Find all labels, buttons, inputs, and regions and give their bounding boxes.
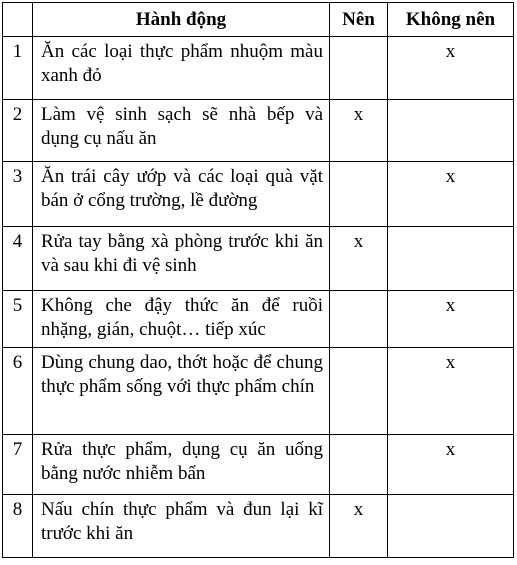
table-row xyxy=(3,100,514,162)
header-action: Hành động xyxy=(33,3,330,37)
row-number: 2 xyxy=(3,100,33,162)
row-should-not-mark xyxy=(388,100,514,162)
row-action: Rửa thực phẩm, dụng cụ ăn uống bằng nước nhiễm bẩn xyxy=(33,435,330,495)
row-should-not-mark: x xyxy=(388,291,514,348)
table-row xyxy=(3,227,514,291)
row-action: Dùng chung dao, thớt hoặc để chung thực phẩm sống với thực phẩm chín xyxy=(33,348,330,435)
row-should-mark xyxy=(330,162,388,227)
row-should-mark xyxy=(330,37,388,100)
row-should-not-mark: x xyxy=(388,435,514,495)
row-number: 4 xyxy=(3,227,33,291)
row-should-mark xyxy=(330,348,388,435)
table-row xyxy=(3,291,514,348)
food-safety-table xyxy=(2,2,514,558)
row-should-mark: x xyxy=(330,495,388,558)
table-row xyxy=(3,348,514,435)
row-action: Ăn các loại thực phẩm nhuộm màu xanh đỏ xyxy=(33,37,330,100)
row-action: Làm vệ sinh sạch sẽ nhà bếp và dụng cụ nấu ăn xyxy=(33,100,330,162)
row-should-not-mark xyxy=(388,495,514,558)
row-number: 5 xyxy=(3,291,33,348)
row-should-not-mark xyxy=(388,227,514,291)
header-should: Nên xyxy=(330,3,388,37)
row-should-mark xyxy=(330,435,388,495)
table-row xyxy=(3,435,514,495)
row-action: Không che đậy thức ăn để ruồi nhặng, gián, chuột… tiếp xúc xyxy=(33,291,330,348)
table-row xyxy=(3,162,514,227)
row-number: 3 xyxy=(3,162,33,227)
row-action: Rửa tay bằng xà phòng trước khi ăn và sau khi đi vệ sinh xyxy=(33,227,330,291)
row-action: Nấu chín thực phẩm và đun lại kĩ trước khi ăn xyxy=(33,495,330,558)
row-number: 7 xyxy=(3,435,33,495)
header-should-not: Không nên xyxy=(388,3,514,37)
table-row xyxy=(3,495,514,558)
row-should-mark: x xyxy=(330,100,388,162)
header-row xyxy=(3,3,514,37)
row-number: 8 xyxy=(3,495,33,558)
row-should-mark xyxy=(330,291,388,348)
row-number: 1 xyxy=(3,37,33,100)
row-should-not-mark: x xyxy=(388,348,514,435)
row-action: Ăn trái cây ướp và các loại quà vặt bán ở cổng trường, lề đường xyxy=(33,162,330,227)
row-should-not-mark: x xyxy=(388,162,514,227)
table-row xyxy=(3,37,514,100)
row-number: 6 xyxy=(3,348,33,435)
row-should-mark: x xyxy=(330,227,388,291)
row-should-not-mark: x xyxy=(388,37,514,100)
header-number xyxy=(3,3,33,37)
